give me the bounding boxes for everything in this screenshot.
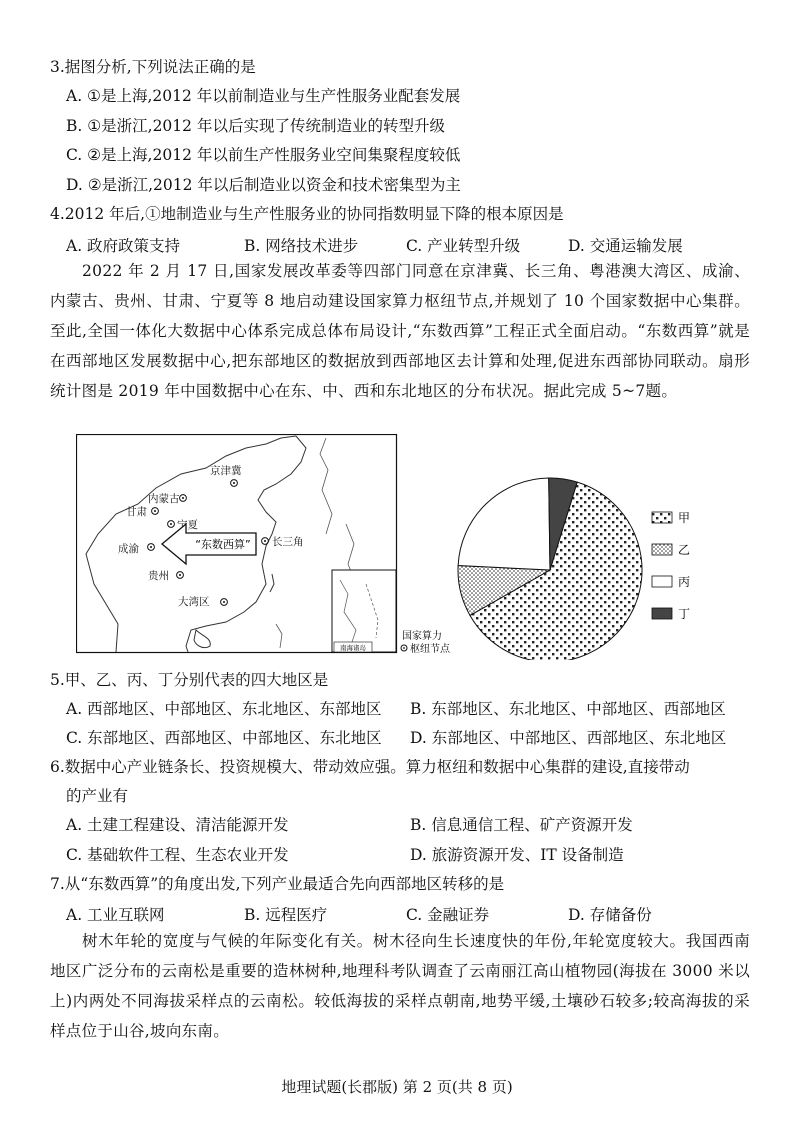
legend-swatch-3 <box>652 576 672 587</box>
q7-option-d: D. 存储备份 <box>568 906 652 924</box>
node-label-ningxia: 宁夏 <box>177 519 198 531</box>
q3-option-b: B. ①是浙江,2012 年以后实现了传统制造业的转型升级 <box>66 117 445 135</box>
node-label-jingjinji: 京津冀 <box>210 465 242 477</box>
arrow-label: “东数西算” <box>195 538 251 551</box>
q3-stem: 3.据图分析,下列说法正确的是 <box>50 58 256 76</box>
q4-option-c: C. 产业转型升级 <box>406 237 521 255</box>
node-label-neimenggu: 内蒙古 <box>148 493 180 505</box>
q7-stem: 7.从“东数西算”的角度出发,下列产业最适合先向西部地区转移的是 <box>50 875 505 893</box>
q6-option-a: A. 土建工程建设、清洁能源开发 <box>66 816 289 834</box>
q5-stem: 5.甲、乙、丙、丁分别代表的四大地区是 <box>50 671 329 689</box>
china-map-figure <box>76 434 458 656</box>
q7-option-a: A. 工业互联网 <box>66 906 165 924</box>
node-label-changsanjiao: 长三角 <box>272 536 304 548</box>
q4-option-b: B. 网络技术进步 <box>244 237 359 255</box>
q7-option-c: C. 金融证券 <box>406 906 490 924</box>
q7-option-b: B. 远程医疗 <box>244 906 328 924</box>
legend-swatch-4 <box>652 608 672 619</box>
legend-label-4: 丁 <box>678 607 691 621</box>
q5-option-b: B. 东部地区、东北地区、中部地区、西部地区 <box>410 700 726 718</box>
q6-stem-line2: 的产业有 <box>66 787 129 805</box>
node-label-chengyu: 成渝 <box>118 543 139 555</box>
material-paragraph-2: 树木年轮的宽度与气候的年际变化有关。树木径向生长速度快的年份,年轮宽度较大。我国西南地区广泛分布的云南松是重要的造林树种,地理科考队调查了云南丽江高山植物园(海拔在 3000 米以上)内两处不同海拔采样点的云南松。较低海拔的采样点朝南,地势平缓,土壤砂石较多;较高海拔的采样点位于山谷,坡向东南。 <box>50 932 750 1040</box>
q6-option-d: D. 旅游资源开发、IT 设备制造 <box>410 846 624 864</box>
pie-chart <box>455 460 755 660</box>
q5-option-d: D. 东部地区、中部地区、西部地区、东北地区 <box>410 729 727 747</box>
q6-option-c: C. 基础软件工程、生态农业开发 <box>66 846 289 864</box>
q4-stem: 4.2012 年后,①地制造业与生产性服务业的协同指数明显下降的根本原因是 <box>50 205 564 223</box>
q3-option-d: D. ②是浙江,2012 年以后制造业以资金和技术密集型为主 <box>66 176 461 194</box>
q6-option-b: B. 信息通信工程、矿产资源开发 <box>410 816 633 834</box>
q5-option-a: A. 西部地区、中部地区、东北地区、东部地区 <box>66 700 382 718</box>
node-label-dawanqu: 大湾区 <box>178 596 210 608</box>
q4-option-a: A. 政府政策支持 <box>66 237 181 255</box>
legend-label-1: 甲 <box>678 511 691 525</box>
q5-option-c: C. 东部地区、西部地区、中部地区、东北地区 <box>66 729 382 747</box>
legend-label-3: 丙 <box>678 575 691 589</box>
q3-option-c: C. ②是上海,2012 年以前生产性服务业空间集聚程度较低 <box>66 146 461 164</box>
q3-option-a: A. ①是上海,2012 年以前制造业与生产性服务业配套发展 <box>66 87 461 105</box>
legend-label-2: 乙 <box>678 543 691 557</box>
map-legend-label-line2: 枢纽节点 <box>410 644 450 655</box>
q6-stem-line1: 6.数据中心产业链条长、投资规模大、带动效应强。算力枢纽和数据中心集群的建设,直接带动 <box>50 758 690 776</box>
legend-swatch-1 <box>652 512 672 523</box>
legend-swatch-2 <box>652 544 672 555</box>
node-label-guizhou: 贵州 <box>148 570 169 582</box>
material-paragraph-1: 2022 年 2 月 17 日,国家发展改革委等四部门同意在京津冀、长三角、粤港澳大湾区、成渝、内蒙古、贵州、甘肃、宁夏等 8 地启动建设国家算力枢纽节点,并规划了 10 个国家数据中心集群。至此,全国一体化大数据中心体系完成总体布局设计,“东数西算”工程正式全面启动。“东数西算”就是在西部地区发展数据中心,把东部地区的数据放到西部地区去计算和处理,促进东西部协同联动。扇形统计图是 2019 年中国数据中心在东、中、西和东北地区的分布状况。据此完成 5~7题。 <box>50 262 750 400</box>
pie-slice-3 <box>458 478 550 570</box>
map-legend-label-line1: 国家算力 <box>402 631 442 642</box>
q4-option-d: D. 交通运输发展 <box>568 237 683 255</box>
inset-label: 南海诸岛 <box>340 644 366 652</box>
node-label-gansu: 甘肃 <box>126 506 147 518</box>
page-footer: 地理试题(长郡版) 第 2 页(共 8 页) <box>281 1078 513 1096</box>
